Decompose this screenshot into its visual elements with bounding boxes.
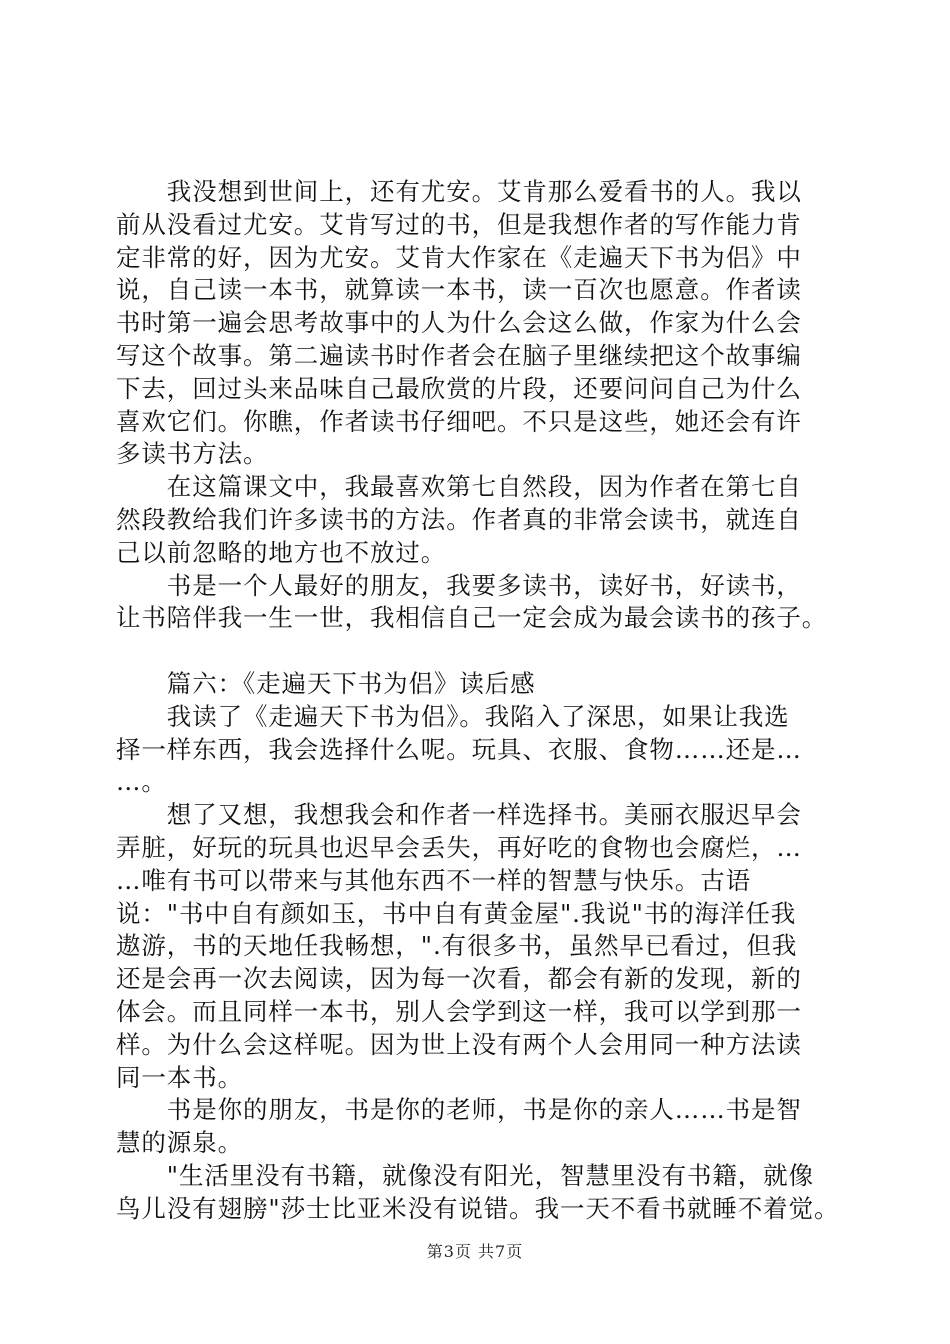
text-line: 书是你的朋友，书是你的老师，书是你的亲人……书是智 (116, 1095, 802, 1125)
text-line: 样。为什么会这样呢。因为世上没有两个人会用同一种方法读 (116, 1029, 802, 1059)
text-line: 定非常的好，因为尤安。艾肯大作家在《走遍天下书为侣》中 (116, 242, 802, 272)
text-line: 遨游，书的天地任我畅想，".有很多书，虽然早已看过，但我 (116, 931, 798, 961)
text-line: 在这篇课文中，我最喜欢第七自然段，因为作者在第七自 (116, 472, 802, 502)
document-body (116, 176, 840, 1226)
text-line: 我没想到世间上，还有尤安。艾肯那么爱看书的人。我以 (116, 177, 802, 206)
text-line: 前从没看过尤安。艾肯写过的书，但是我想作者的写作能力肯 (116, 209, 802, 239)
text-line: …唯有书可以带来与其他东西不一样的智慧与快乐。古语 (116, 865, 751, 895)
text-line: 体会。而且同样一本书，别人会学到这一样，我可以学到那一 (116, 996, 802, 1026)
text-line: 慧的源泉。 (116, 1128, 243, 1158)
section-heading (116, 668, 836, 701)
text-line: …。 (116, 767, 167, 797)
paragraph (116, 1094, 836, 1160)
text-line: 择一样东西，我会选择什么呢。玩具、衣服、食物……还是… (116, 734, 802, 764)
text-line: 同一本书。 (116, 1062, 243, 1092)
text-line: 己以前忽略的地方也不放过。 (116, 537, 447, 567)
paragraph (116, 799, 836, 1094)
text-line: 说，自己读一本书，就算读一本书，读一百次也愿意。作者读 (116, 275, 802, 305)
paragraph (116, 176, 836, 471)
text-line: 书时第一遍会思考故事中的人为什么会这么做，作家为什么会 (116, 308, 802, 338)
text-line: 下去，回过头来品味自己最欣赏的片段，还要问问自己为什么 (116, 373, 802, 403)
text-line: 喜欢它们。你瞧，作者读书仔细吧。不只是这些，她还会有许 (116, 406, 802, 436)
paragraph (116, 1160, 840, 1226)
page-footer: 第3页 共7页 (426, 1242, 524, 1261)
paragraph-gap (116, 635, 836, 668)
text-line: 鸟儿没有翅膀"莎士比亚米没有说错。我一天不看书就睡不着觉。 (116, 1193, 840, 1223)
text-line: 写这个故事。第二遍读书时作者会在脑子里继续把这个故事编 (116, 340, 802, 370)
text-line: 说："书中自有颜如玉，书中自有黄金屋".我说"书的海洋任我 (116, 898, 797, 928)
text-line: 还是会再一次去阅读，因为每一次看，都会有新的发现，新的 (116, 964, 802, 994)
text-line: 想了又想，我想我会和作者一样选择书。美丽衣服迟早会 (116, 800, 802, 830)
paragraph (116, 471, 836, 569)
text-line: 书是一个人最好的朋友，我要多读书，读好书，好读书， (116, 570, 802, 600)
text-line: 篇六：《走遍天下书为侣》读后感 (116, 668, 536, 698)
text-line: 弄脏，好玩的玩具也迟早会丢失，再好吃的食物也会腐烂，… (116, 832, 802, 862)
paragraph (116, 570, 836, 636)
text-line: 然段教给我们许多读书的方法。作者真的非常会读书，就连自 (116, 504, 802, 534)
paragraph (116, 701, 836, 799)
text-line: 让书陪伴我一生一世，我相信自己一定会成为最会读书的孩子。 (116, 603, 828, 633)
text-line: "生活里没有书籍，就像没有阳光，智慧里没有书籍，就像 (116, 1160, 814, 1190)
text-line: 多读书方法。 (116, 439, 269, 469)
text-line: 我读了《走遍天下书为侣》。我陷入了深思，如果让我选 (116, 701, 790, 731)
